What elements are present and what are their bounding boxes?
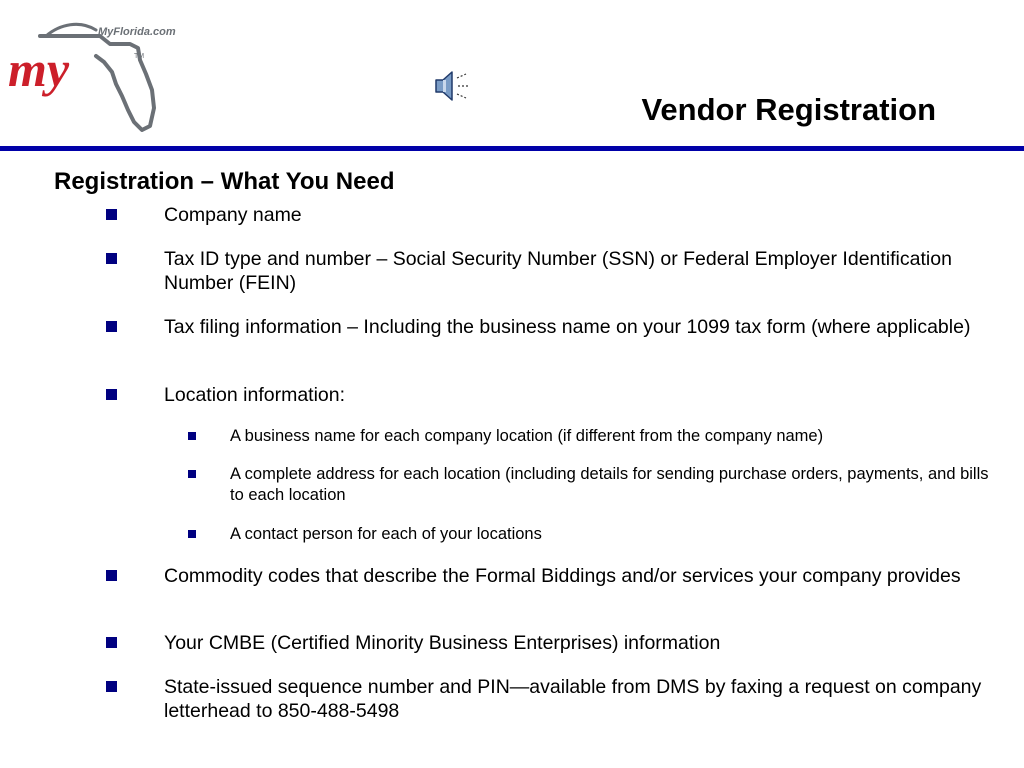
sub-bullet-icon bbox=[188, 470, 196, 478]
bullet-icon bbox=[106, 389, 117, 400]
myflorida-logo bbox=[0, 0, 200, 140]
list-item: State-issued sequence number and PIN—available from DMS by faxing a request on company letterhead to 850-488-5498 bbox=[164, 676, 982, 722]
logo-word: my bbox=[8, 41, 70, 97]
bullet-icon bbox=[106, 209, 117, 220]
sub-list-item: A complete address for each location (including details for sending purchase orders, payments, and bills to each location bbox=[230, 465, 989, 504]
header-divider bbox=[0, 146, 1024, 151]
sub-list-item: A business name for each company location (if different from the company name) bbox=[230, 427, 824, 445]
logo-tm: TM bbox=[134, 53, 145, 60]
slide-title: Vendor Registration bbox=[641, 92, 936, 127]
list-item: Commodity codes that describe the Formal Biddings and/or services your company provides bbox=[164, 565, 961, 587]
bullet-icon bbox=[106, 637, 117, 648]
logo-site-text: MyFlorida.com bbox=[98, 26, 176, 38]
bullet-icon bbox=[106, 253, 117, 264]
list-item: Tax ID type and number – Social Security Number (SSN) or Federal Employer Identification Number (FEIN) bbox=[164, 248, 952, 294]
speaker-icon[interactable] bbox=[432, 68, 472, 104]
bullet-icon bbox=[106, 681, 117, 692]
sub-list-item: A contact person for each of your locations bbox=[230, 525, 542, 543]
sub-bullet-icon bbox=[188, 530, 196, 538]
list-item: Company name bbox=[164, 204, 302, 226]
list-item: Your CMBE (Certified Minority Business Enterprises) information bbox=[164, 632, 721, 654]
sub-bullet-icon bbox=[188, 432, 196, 440]
bullet-icon bbox=[106, 321, 117, 332]
bullet-icon bbox=[106, 570, 117, 581]
list-item: Location information: bbox=[164, 384, 346, 406]
list-item: Tax filing information – Including the business name on your 1099 tax form (where applicable) bbox=[164, 316, 971, 338]
section-heading: Registration – What You Need bbox=[54, 168, 395, 195]
